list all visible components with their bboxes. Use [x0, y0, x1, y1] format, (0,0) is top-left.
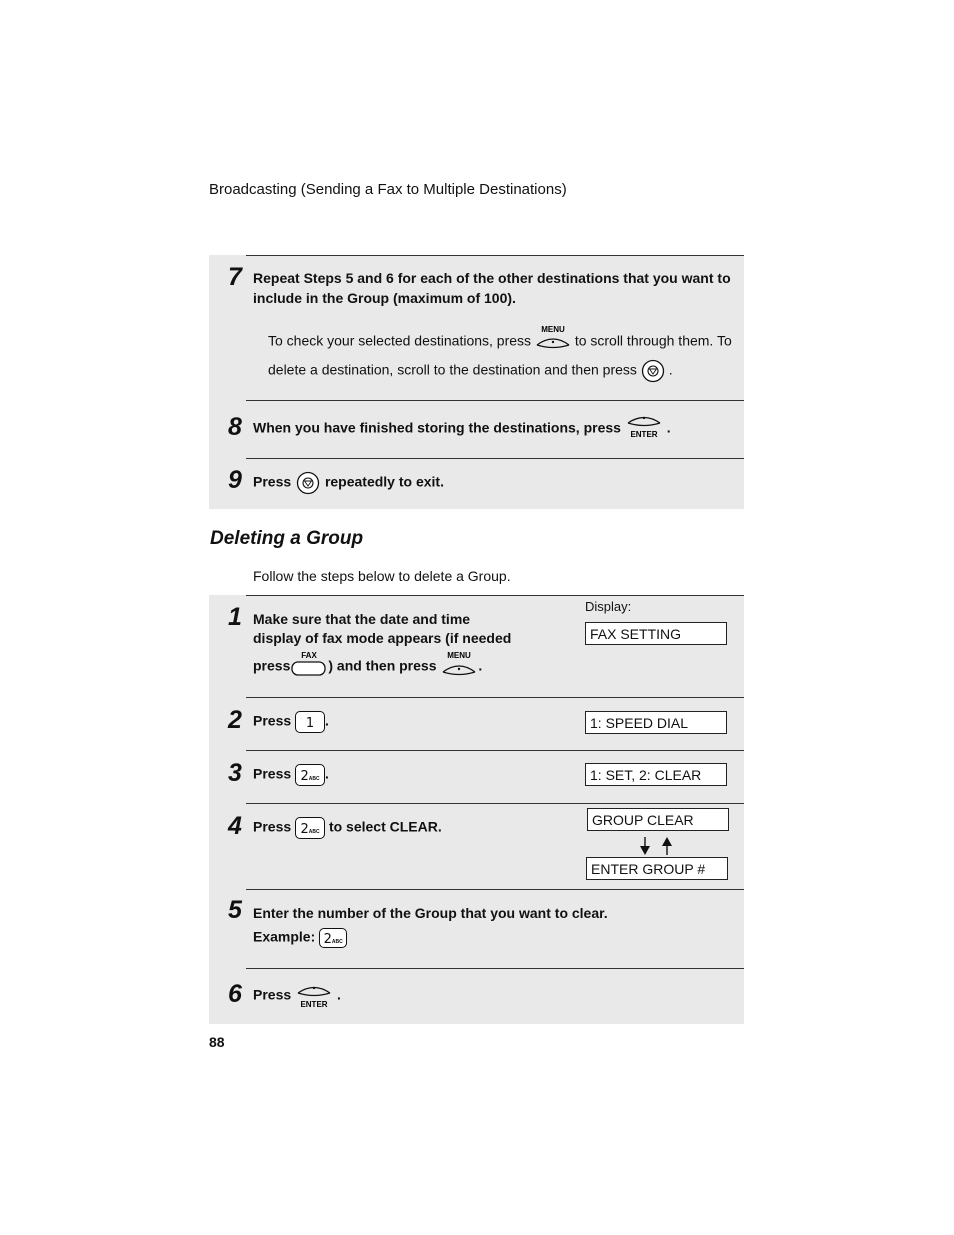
step-number: 6	[228, 980, 242, 1008]
lcd-display: ENTER GROUP #	[586, 857, 728, 880]
page-number: 88	[209, 1034, 225, 1050]
divider	[246, 255, 744, 256]
step-text: When you have finished storing the destinations, press ENTER .	[253, 415, 671, 443]
svg-text:ENTER: ENTER	[300, 1000, 328, 1009]
step-text: Press ENTER .	[253, 982, 341, 1010]
step-text: Press 2ABC .	[253, 765, 329, 784]
divider	[246, 595, 744, 596]
section-intro: Follow the steps below to delete a Group.	[253, 568, 511, 584]
step-example: Example: 2ABC	[253, 928, 347, 948]
section-title: Deleting a Group	[210, 528, 364, 549]
divider	[246, 750, 744, 751]
step-number: 5	[228, 896, 242, 924]
step-text: display of fax mode appears (if needed	[253, 630, 512, 646]
lcd-display: 1: SPEED DIAL	[585, 711, 727, 734]
step-text: Make sure that the date and time	[253, 611, 471, 627]
step-number: 9	[228, 466, 242, 494]
divider	[246, 968, 744, 969]
step-text: Repeat Steps 5 and 6 for each of the other destinations that you want to	[253, 270, 731, 286]
enter-key-icon	[625, 413, 663, 441]
divider	[246, 889, 744, 890]
divider	[246, 803, 744, 804]
svg-text:ENTER: ENTER	[630, 430, 658, 439]
step-number: 4	[228, 812, 242, 840]
step-text: include in the Group (maximum of 100).	[253, 290, 516, 306]
step-number: 7	[228, 263, 242, 291]
step-note: delete a destination, scroll to the destination and then press .	[268, 359, 673, 383]
divider	[246, 697, 744, 698]
fax-key-icon	[290, 650, 328, 678]
number-key-2-icon: 2ABC	[295, 764, 325, 786]
number-key-2-icon: 2ABC	[295, 817, 325, 839]
number-key-1-icon: 1	[295, 711, 325, 733]
stop-key-icon	[295, 471, 321, 495]
divider	[246, 458, 744, 459]
svg-text:FAX: FAX	[301, 651, 318, 660]
step-number: 8	[228, 413, 242, 441]
lcd-display: 1: SET, 2: CLEAR	[585, 763, 727, 786]
steps-panel-bottom	[209, 595, 744, 1024]
menu-key-icon	[535, 325, 571, 351]
lcd-display: GROUP CLEAR	[587, 808, 729, 831]
running-header: Broadcasting (Sending a Fax to Multiple Destinations)	[209, 181, 567, 198]
step-number: 2	[228, 706, 242, 734]
divider	[246, 400, 744, 401]
menu-key-icon	[440, 650, 478, 678]
step-text: Press 1 .	[253, 712, 329, 731]
display-label: Display:	[585, 599, 632, 614]
step-note: To check your selected destinations, press MENU to scroll through them. To	[268, 329, 732, 355]
alternating-arrows-icon	[637, 835, 677, 857]
stop-key-icon	[641, 359, 665, 383]
svg-text:MENU: MENU	[447, 651, 472, 660]
number-key-2-icon: 2ABC	[319, 928, 347, 948]
lcd-display: FAX SETTING	[585, 622, 727, 645]
steps-panel-top	[209, 255, 744, 509]
step-text: Press repeatedly to exit.	[253, 471, 444, 495]
step-number: 1	[228, 603, 242, 631]
step-text: Enter the number of the Group that you want to clear.	[253, 905, 608, 921]
step-text: Press 2ABC to select CLEAR.	[253, 818, 442, 837]
enter-key-icon	[295, 983, 333, 1011]
svg-text:MENU: MENU	[541, 325, 565, 334]
step-text: press FAX ) and then press MENU .	[253, 653, 482, 681]
step-number: 3	[228, 759, 242, 787]
